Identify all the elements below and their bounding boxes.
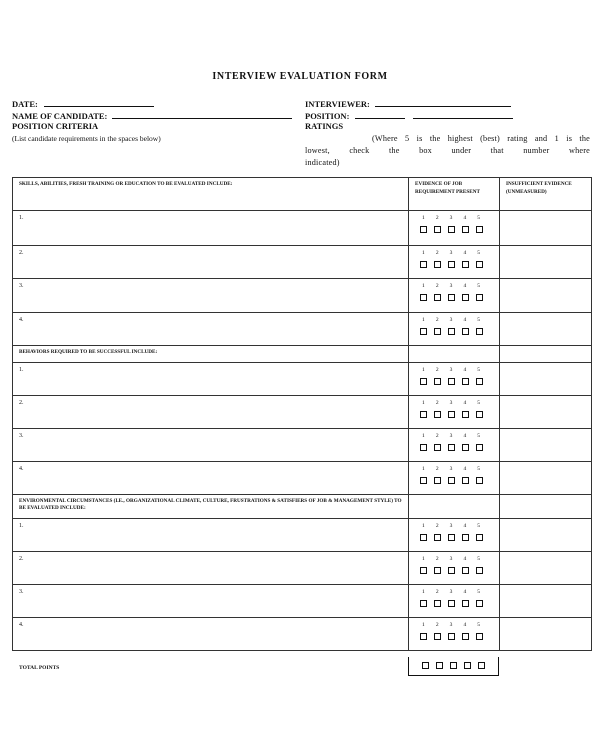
rating-checkbox[interactable] <box>476 444 483 451</box>
criteria-item-number[interactable]: 2. <box>13 396 409 429</box>
rating-number: 2 <box>435 215 439 221</box>
rating-number: 1 <box>422 523 425 529</box>
rating-number: 1 <box>422 283 425 289</box>
rating-checkbox[interactable] <box>448 261 455 268</box>
rating-number: 3 <box>449 367 453 373</box>
insufficient-evidence-cell[interactable] <box>500 585 592 618</box>
rating-cell <box>409 519 500 552</box>
insufficient-header: INSUFFICIENT EVIDENCE (UNMEASURED) <box>500 178 592 211</box>
criteria-item-number[interactable]: 1. <box>13 519 409 552</box>
rating-number: 3 <box>449 433 453 439</box>
position-line-2[interactable] <box>413 109 513 119</box>
rating-checkbox[interactable] <box>420 567 427 574</box>
rating-checkbox[interactable] <box>420 477 427 484</box>
rating-scale <box>409 556 499 574</box>
rating-number: 1 <box>422 400 425 406</box>
rating-number: 3 <box>449 215 453 221</box>
rating-number: 3 <box>449 250 453 256</box>
rating-number: 1 <box>422 466 425 472</box>
rating-number: 1 <box>422 250 425 256</box>
rating-checkbox[interactable] <box>462 567 469 574</box>
rating-checkbox[interactable] <box>434 477 441 484</box>
rating-number: 2 <box>435 317 439 323</box>
rating-cell <box>409 462 500 495</box>
ratings-label: RATINGS <box>305 121 344 131</box>
rating-scale <box>409 215 499 233</box>
rating-number: 5 <box>477 433 480 439</box>
rating-checkbox[interactable] <box>476 477 483 484</box>
table-row <box>13 211 592 246</box>
rating-number: 5 <box>477 317 480 323</box>
rating-checkboxes <box>420 477 483 484</box>
section-evidence-blank <box>409 346 500 363</box>
rating-scale <box>409 317 499 335</box>
rating-number: 2 <box>435 466 439 472</box>
rating-number: 3 <box>449 466 453 472</box>
candidate-label: NAME OF CANDIDATE: <box>12 111 108 121</box>
insufficient-evidence-cell[interactable] <box>500 363 592 396</box>
rating-number: 4 <box>463 466 467 472</box>
rating-number: 4 <box>463 317 467 323</box>
table-row <box>13 519 592 552</box>
criteria-label: POSITION CRITERIA <box>12 121 99 131</box>
rating-checkbox[interactable] <box>448 477 455 484</box>
rating-checkbox[interactable] <box>476 328 483 335</box>
insufficient-evidence-cell[interactable] <box>500 618 592 651</box>
rating-number: 5 <box>477 589 480 595</box>
rating-number: 5 <box>477 215 480 221</box>
rating-scale <box>409 622 499 640</box>
rating-numbers <box>422 400 480 406</box>
rating-number: 3 <box>449 622 453 628</box>
rating-cell <box>409 246 500 279</box>
rating-scale <box>409 400 499 418</box>
rating-checkbox[interactable] <box>462 378 469 385</box>
rating-cell <box>409 552 500 585</box>
rating-scale <box>409 367 499 385</box>
rating-checkbox[interactable] <box>434 444 441 451</box>
rating-number: 2 <box>435 433 439 439</box>
rating-checkbox[interactable] <box>434 378 441 385</box>
rating-number: 4 <box>463 523 467 529</box>
rating-checkbox[interactable] <box>420 328 427 335</box>
table-row <box>13 279 592 313</box>
rating-checkbox[interactable] <box>448 444 455 451</box>
rating-checkbox[interactable] <box>448 600 455 607</box>
insufficient-evidence-cell[interactable] <box>500 429 592 462</box>
table-row <box>13 246 592 279</box>
rating-number: 3 <box>449 523 453 529</box>
total-points-box <box>408 657 499 676</box>
rating-number: 3 <box>449 283 453 289</box>
rating-checkbox[interactable] <box>462 328 469 335</box>
rating-number: 5 <box>477 400 480 406</box>
rating-number: 1 <box>422 589 425 595</box>
insufficient-evidence-cell[interactable] <box>500 552 592 585</box>
rating-number: 4 <box>463 250 467 256</box>
total-checkbox[interactable] <box>478 662 485 669</box>
rating-number: 4 <box>463 215 467 221</box>
rating-scale <box>409 283 499 301</box>
interviewer-field[interactable] <box>305 97 511 109</box>
rating-checkbox[interactable] <box>420 411 427 418</box>
rating-checkbox[interactable] <box>476 226 483 233</box>
rating-checkbox[interactable] <box>434 567 441 574</box>
rating-checkboxes <box>420 226 483 233</box>
rating-checkbox[interactable] <box>420 600 427 607</box>
rating-checkbox[interactable] <box>476 600 483 607</box>
rating-checkbox[interactable] <box>448 294 455 301</box>
rating-checkbox[interactable] <box>462 444 469 451</box>
total-checkbox[interactable] <box>436 662 443 669</box>
rating-checkbox[interactable] <box>420 378 427 385</box>
rating-checkbox[interactable] <box>448 411 455 418</box>
criteria-item-number[interactable]: 1. <box>13 363 409 396</box>
rating-cell <box>409 279 500 313</box>
total-checkbox[interactable] <box>450 662 457 669</box>
rating-cell <box>409 313 500 346</box>
rating-checkbox[interactable] <box>448 534 455 541</box>
insufficient-evidence-cell[interactable] <box>500 396 592 429</box>
table-header-row <box>13 178 592 211</box>
rating-checkbox[interactable] <box>434 600 441 607</box>
insufficient-evidence-cell[interactable] <box>500 462 592 495</box>
insufficient-evidence-cell[interactable] <box>500 211 592 246</box>
ratings-note-line-1: (Where 5 is the highest (best) rating and 1 is the <box>372 134 590 143</box>
section-label: BEHAVIORS REQUIRED TO BE SUCCESSFUL INCLUDE: <box>13 346 409 363</box>
table-row <box>13 313 592 346</box>
section-header-row <box>13 495 592 519</box>
rating-checkbox[interactable] <box>434 411 441 418</box>
rating-checkboxes <box>420 261 483 268</box>
interviewer-label: INTERVIEWER: <box>305 99 370 109</box>
rating-checkbox[interactable] <box>434 294 441 301</box>
rating-number: 4 <box>463 367 467 373</box>
criteria-item-number[interactable]: 1. <box>13 211 409 246</box>
rating-number: 5 <box>477 556 480 562</box>
rating-checkbox[interactable] <box>420 226 427 233</box>
criteria-item-number[interactable]: 2. <box>13 552 409 585</box>
total-points-checkboxes <box>422 662 485 669</box>
rating-checkboxes <box>420 534 483 541</box>
rating-numbers <box>422 283 480 289</box>
section-evidence-blank <box>409 495 500 519</box>
rating-checkbox[interactable] <box>420 294 427 301</box>
rating-scale <box>409 523 499 541</box>
ratings-note-line-3: indicated) <box>305 158 340 167</box>
rating-checkbox[interactable] <box>462 477 469 484</box>
rating-number: 1 <box>422 215 425 221</box>
rating-checkbox[interactable] <box>448 328 455 335</box>
rating-checkbox[interactable] <box>462 261 469 268</box>
ratings-note-line-2: lowest, check the box under that number where <box>305 146 590 155</box>
evidence-header: EVIDENCE OF JOB REQUIREMENT PRESENT <box>409 178 500 211</box>
rating-number: 1 <box>422 367 425 373</box>
rating-number: 1 <box>422 317 425 323</box>
rating-number: 4 <box>463 400 467 406</box>
rating-number: 2 <box>435 622 439 628</box>
rating-numbers <box>422 466 480 472</box>
rating-cell <box>409 585 500 618</box>
rating-number: 2 <box>435 556 439 562</box>
rating-checkbox[interactable] <box>462 411 469 418</box>
table-row <box>13 429 592 462</box>
criteria-item-number[interactable]: 3. <box>13 429 409 462</box>
criteria-note: (List candidate requirements in the spaces below) <box>12 134 161 143</box>
total-points-label: TOTAL POINTS <box>19 665 60 671</box>
rating-checkbox[interactable] <box>476 261 483 268</box>
rating-number: 4 <box>463 589 467 595</box>
section-header-row <box>13 346 592 363</box>
rating-checkbox[interactable] <box>448 226 455 233</box>
insufficient-evidence-cell[interactable] <box>500 519 592 552</box>
date-field[interactable] <box>12 97 154 109</box>
rating-checkbox[interactable] <box>434 226 441 233</box>
rating-scale <box>409 433 499 451</box>
total-checkbox[interactable] <box>422 662 429 669</box>
rating-checkboxes <box>420 328 483 335</box>
rating-number: 2 <box>435 400 439 406</box>
rating-checkboxes <box>420 444 483 451</box>
rating-checkbox[interactable] <box>462 294 469 301</box>
rating-checkbox[interactable] <box>476 411 483 418</box>
criteria-item-number[interactable]: 4. <box>13 462 409 495</box>
rating-checkbox[interactable] <box>420 633 427 640</box>
candidate-field[interactable] <box>12 109 292 121</box>
table-row <box>13 585 592 618</box>
rating-checkbox[interactable] <box>462 633 469 640</box>
rating-checkboxes <box>420 600 483 607</box>
criteria-item-number[interactable]: 3. <box>13 585 409 618</box>
evaluation-table <box>12 177 592 651</box>
table-row <box>13 618 592 651</box>
rating-cell <box>409 396 500 429</box>
rating-checkboxes <box>420 567 483 574</box>
rating-numbers <box>422 622 480 628</box>
insufficient-evidence-cell[interactable] <box>500 246 592 279</box>
rating-numbers <box>422 556 480 562</box>
rating-checkbox[interactable] <box>420 261 427 268</box>
rating-number: 2 <box>435 589 439 595</box>
interviewer-line[interactable] <box>375 97 511 107</box>
position-label: POSITION: <box>305 111 350 121</box>
rating-number: 5 <box>477 283 480 289</box>
position-line-1[interactable] <box>355 109 405 119</box>
rating-number: 5 <box>477 466 480 472</box>
rating-number: 1 <box>422 556 425 562</box>
rating-number: 1 <box>422 622 425 628</box>
rating-numbers <box>422 589 480 595</box>
rating-checkbox[interactable] <box>476 534 483 541</box>
rating-number: 5 <box>477 250 480 256</box>
rating-checkbox[interactable] <box>448 633 455 640</box>
rating-checkbox[interactable] <box>462 600 469 607</box>
rating-number: 1 <box>422 433 425 439</box>
rating-cell <box>409 618 500 651</box>
rating-checkbox[interactable] <box>448 567 455 574</box>
rating-number: 5 <box>477 523 480 529</box>
rating-number: 3 <box>449 400 453 406</box>
rating-number: 4 <box>463 622 467 628</box>
rating-number: 3 <box>449 556 453 562</box>
criteria-item-number[interactable]: 3. <box>13 279 409 313</box>
insufficient-evidence-cell[interactable] <box>500 313 592 346</box>
rating-numbers <box>422 523 480 529</box>
rating-number: 3 <box>449 317 453 323</box>
rating-number: 3 <box>449 589 453 595</box>
criteria-item-number[interactable]: 4. <box>13 618 409 651</box>
rating-checkbox[interactable] <box>476 567 483 574</box>
rating-cell <box>409 429 500 462</box>
rating-scale <box>409 250 499 268</box>
table-row <box>13 462 592 495</box>
rating-number: 2 <box>435 367 439 373</box>
table-row <box>13 552 592 585</box>
section-insufficient-blank <box>500 346 592 363</box>
rating-checkboxes <box>420 294 483 301</box>
total-checkbox[interactable] <box>464 662 471 669</box>
rating-checkbox[interactable] <box>434 328 441 335</box>
position-field[interactable] <box>305 109 513 121</box>
rating-checkbox[interactable] <box>434 534 441 541</box>
rating-checkbox[interactable] <box>476 378 483 385</box>
rating-scale <box>409 466 499 484</box>
rating-checkboxes <box>420 411 483 418</box>
rating-checkbox[interactable] <box>434 261 441 268</box>
rating-numbers <box>422 367 480 373</box>
rating-checkbox[interactable] <box>420 444 427 451</box>
rating-numbers <box>422 433 480 439</box>
rating-number: 2 <box>435 250 439 256</box>
rating-checkboxes <box>420 378 483 385</box>
rating-number: 4 <box>463 433 467 439</box>
criteria-item-number[interactable]: 2. <box>13 246 409 279</box>
skills-header: SKILLS, ABILITIES, FRESH TRAINING OR EDUCATION TO BE EVALUATED INCLUDE: <box>13 178 409 211</box>
rating-checkbox[interactable] <box>434 633 441 640</box>
rating-cell <box>409 211 500 246</box>
rating-checkboxes <box>420 633 483 640</box>
rating-number: 4 <box>463 283 467 289</box>
section-label: ENVIRONMENTAL CIRCUMSTANCES (I.E., ORGANIZATIONAL CLIMATE, CULTURE, FRUSTRATIONS & SATISFIERS OF JOB & MANAGEMENT STYLE) TO BE EVALUATED INCLUDE: <box>13 495 409 519</box>
criteria-item-number[interactable]: 4. <box>13 313 409 346</box>
rating-number: 5 <box>477 622 480 628</box>
rating-numbers <box>422 215 480 221</box>
form-title: INTERVIEW EVALUATION FORM <box>212 71 388 82</box>
rating-checkbox[interactable] <box>462 226 469 233</box>
rating-checkbox[interactable] <box>476 294 483 301</box>
date-label: DATE: <box>12 99 38 109</box>
rating-cell <box>409 363 500 396</box>
rating-numbers <box>422 250 480 256</box>
rating-checkbox[interactable] <box>448 378 455 385</box>
rating-numbers <box>422 317 480 323</box>
insufficient-evidence-cell[interactable] <box>500 279 592 313</box>
candidate-line[interactable] <box>112 109 292 119</box>
date-line[interactable] <box>44 97 154 107</box>
rating-number: 2 <box>435 283 439 289</box>
rating-checkbox[interactable] <box>420 534 427 541</box>
rating-scale <box>409 589 499 607</box>
rating-checkbox[interactable] <box>476 633 483 640</box>
rating-number: 5 <box>477 367 480 373</box>
table-row <box>13 396 592 429</box>
ratings-note <box>305 133 590 169</box>
section-insufficient-blank <box>500 495 592 519</box>
rating-checkbox[interactable] <box>462 534 469 541</box>
table-row <box>13 363 592 396</box>
rating-number: 4 <box>463 556 467 562</box>
rating-number: 2 <box>435 523 439 529</box>
